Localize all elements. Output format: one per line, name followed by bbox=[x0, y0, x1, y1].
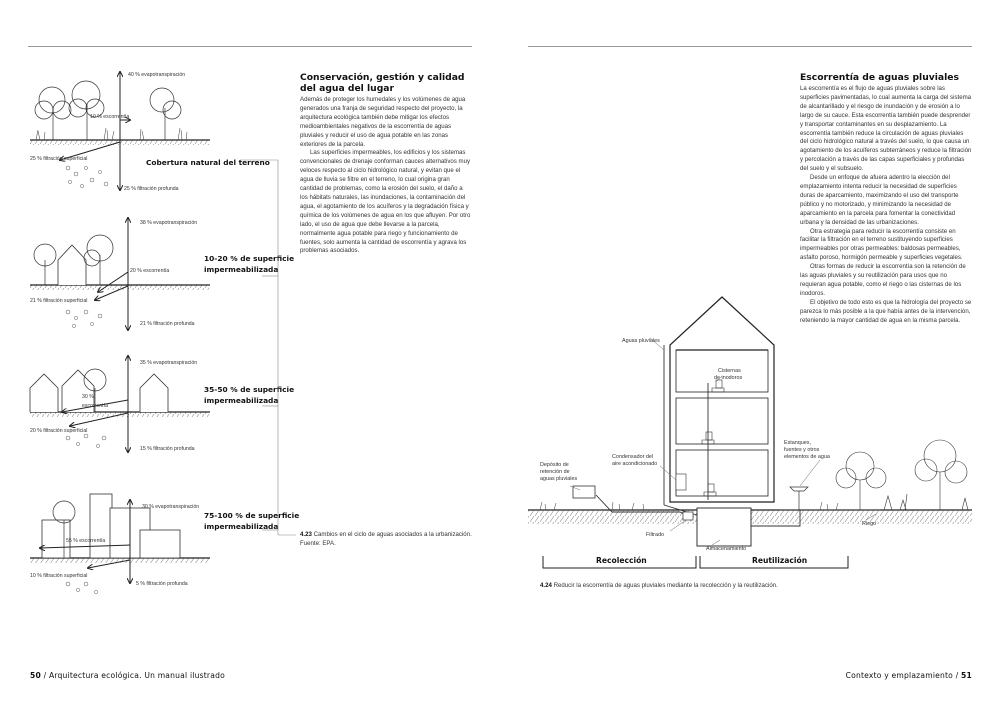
body-paragraph: Desde un enfoque de afuera adentro la elección del emplazamiento intenta reducir la necesidad de superficies duras de aparcamiento, maximizando el uso del transporte público y no motorizado, y minimizando la necesidad de aparcamiento en la parcela para fomentar la conectividad urbana y la densidad de las urbanizaciones. bbox=[800, 174, 959, 226]
footer-right bbox=[846, 671, 972, 680]
cycle-panel-75-100 bbox=[30, 494, 299, 594]
panel-title: 35-50 % de superficie bbox=[204, 385, 295, 394]
label-runoff: 20 % escorrentía bbox=[130, 268, 170, 274]
label-ponds-1: Estanques, bbox=[784, 440, 811, 446]
page-number: 51 bbox=[961, 671, 972, 680]
body-paragraph: La escorrentía es el flujo de aguas pluviales sobre las superficies pavimentadas, lo cual aumenta la carga del sistema de alcantarillado y el riesgo de inundación y de erosión a lo largo de su cauce. Esta escorrentía también puede desprender y transportar contaminantes en su desplazamiento. La escorrentía también reduce la circulación de aguas pluviales del ciclo hidrológico natural a través del suelo, lo que causa un agotamiento de los acuíferos subterráneos y reduce la filtración y percolación a través de las capas superficiales y profundas del suelo y el subsuelo. bbox=[800, 85, 972, 173]
right-body-column bbox=[800, 72, 972, 325]
section-collection: Recolección bbox=[596, 556, 647, 565]
panel-title: impermeabilizada bbox=[204, 522, 279, 531]
cycle-panel-35-50 bbox=[30, 356, 294, 452]
ac-condenser-icon bbox=[676, 474, 686, 490]
leader-lines bbox=[240, 160, 296, 535]
label-ponds-2: fuentes y otros bbox=[784, 447, 820, 453]
label-shallow-infiltration: 20 % filtración superficial bbox=[30, 428, 88, 434]
label-ponds-3: elementos de agua bbox=[784, 454, 830, 460]
label-deep-infiltration: 21 % filtración profunda bbox=[140, 321, 195, 327]
figure-caption-4-24: 4.24 Reducir la escorrentía de aguas pluviales mediante la recolección y la reutilización. bbox=[540, 582, 778, 589]
label-deep-infiltration: 5 % filtración profunda bbox=[136, 581, 188, 587]
label-storage: Almacenamiento bbox=[706, 546, 747, 552]
label-toilet-cisterns-2: de inodoros bbox=[714, 375, 743, 381]
left-body-column bbox=[300, 72, 472, 256]
label-runoff: escorrentía bbox=[82, 403, 108, 409]
retention-tank-icon bbox=[573, 486, 595, 498]
panel-title: 75-100 % de superficie bbox=[204, 511, 300, 520]
house-section bbox=[670, 297, 774, 502]
section-heading: Conservación, gestión y calidad del agua del lugar bbox=[300, 72, 465, 94]
label-shallow-infiltration: 10 % filtración superficial bbox=[30, 573, 88, 579]
panel-title: impermeabilizada bbox=[204, 396, 279, 405]
label-shallow-infiltration: 21 % filtración superficial bbox=[30, 298, 88, 304]
running-title: Contexto y emplazamiento / bbox=[845, 671, 962, 680]
body-paragraph: Además de proteger los humedales y los volúmenes de agua generados una franja de seguridad respecto del proyecto, la arquitectura ecológica también debe mitigar los efectos medioambientales negativos de la escorrentía de aguas pluviales y reducir el uso de agua potable en las zonas exteriores de la parcela. bbox=[300, 96, 466, 148]
label-evapotranspiration: 30 % evapotranspiración bbox=[142, 504, 200, 510]
cycle-panel-10-20 bbox=[30, 218, 294, 330]
panel-title: 10-20 % de superficie bbox=[204, 254, 295, 263]
body-paragraph: Otra estrategia para reducir la escorrentía consiste en facilitar la filtración en el terreno sustituyendo superficies impermeables por otras permeables: baldosas permeables, asfalto poroso, hormigón permeable y superficies vegetales. bbox=[800, 227, 963, 262]
label-deep-infiltration: 25 % filtración profunda bbox=[124, 186, 179, 192]
label-evapotranspiration: 38 % evapotranspiración bbox=[140, 220, 198, 226]
water-drops bbox=[66, 166, 108, 188]
label-irrigation: Riego bbox=[862, 521, 877, 527]
figure-caption-4-23: 4.23 Cambios en el ciclo de aguas asociados a la urbanización. Fuente: EPA. bbox=[300, 531, 472, 547]
panel-title: impermeabilizada bbox=[204, 265, 279, 274]
label-condenser-1: Condensador del bbox=[612, 454, 654, 460]
label-retention-2: retención de bbox=[540, 469, 570, 475]
house-icon bbox=[58, 245, 86, 285]
label-runoff: 30 % bbox=[82, 394, 94, 400]
label-evapotranspiration: 35 % evapotranspiración bbox=[140, 360, 198, 366]
body-paragraph: Otras formas de reducir la escorrentía son la retención de las aguas pluviales y su reutilización para usos que no requieran agua potable, como el riego o las cisternas de los inodoros. bbox=[800, 263, 966, 297]
label-runoff: 55 % escorrentía bbox=[66, 538, 106, 544]
label-evapotranspiration: 40 % evapotranspiración bbox=[128, 72, 186, 78]
footer-left bbox=[30, 671, 225, 680]
body-paragraph: El objetivo de todo esto es que la hidrología del proyecto se parezca lo más posible a la que había antes de la intervención, reteniendo la mayor cantidad de agua en la misma parcela. bbox=[800, 298, 972, 324]
body-paragraph: Las superficies impermeables, los edificios y los sistemas convencionales de drenaje conforman cauces alternativos muy veloces respecto al ciclo hidrológico natural, y evitan que el agua de lluvia se filtre en el terreno, lo cual origina gran cantidad de problemas, como la erosión del suelo, el daño a los hábitats naturales, las inundaciones, la contaminación del agua, el agotamiento de los acuíferos y la degradación física y química de los volúmenes de agua en los que afluyen. Por otro lado, el uso de agua que debe llevarse a la parcela, normalmente agua potable para riego y funcionamiento de fuentes, solo aumenta la cantidad de escorrentía y agrava los problemas asociados. bbox=[300, 149, 471, 255]
grass-icon bbox=[36, 128, 187, 140]
filter-icon bbox=[683, 512, 693, 520]
label-deep-infiltration: 15 % filtración profunda bbox=[140, 446, 195, 452]
cycle-panel-natural bbox=[30, 72, 270, 192]
fountain-icon bbox=[790, 487, 808, 491]
panel-title: Cobertura natural del terreno bbox=[146, 158, 270, 167]
page-number: 50 bbox=[30, 671, 41, 680]
grass-icon bbox=[540, 502, 838, 510]
label-retention-1: Depósito de bbox=[540, 462, 569, 468]
storage-tank-icon bbox=[697, 508, 751, 546]
label-shallow-infiltration: 25 % filtración superficial bbox=[30, 156, 88, 162]
label-filter: Filtrado bbox=[646, 532, 664, 538]
label-toilet-cisterns-1: Cisternas bbox=[718, 368, 741, 374]
label-runoff: 10 % escorrentía bbox=[90, 114, 130, 120]
section-reuse: Reutilización bbox=[752, 556, 808, 565]
label-rainwater: Aguas pluviales bbox=[622, 338, 660, 344]
running-title: / Arquitectura ecológica. Un manual ilustrado bbox=[40, 671, 225, 680]
bush-icon bbox=[836, 440, 968, 510]
label-retention-3: aguas pluviales bbox=[540, 476, 578, 482]
tree-icon bbox=[35, 81, 181, 140]
rainwater-diagram bbox=[528, 297, 972, 568]
label-condenser-2: aire acondicionado bbox=[612, 461, 658, 467]
section-heading: Escorrentía de aguas pluviales bbox=[800, 72, 959, 83]
